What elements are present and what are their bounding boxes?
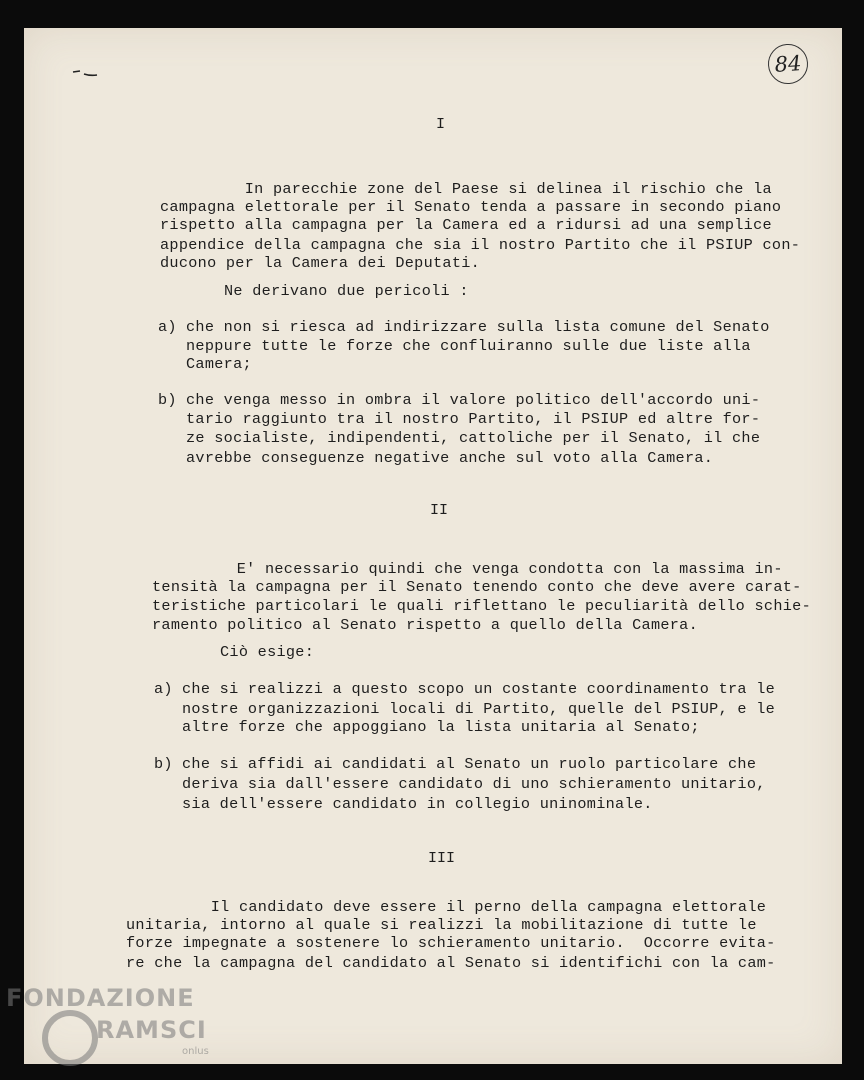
section-1-lead: Ne derivano due pericoli : bbox=[224, 282, 469, 300]
watermark-line2: RAMSCI bbox=[96, 1016, 207, 1044]
list-item-line: deriva sia dall'essere candidato di uno schieramento unitario, bbox=[182, 775, 766, 793]
section-1-intro-line: rispetto alla campagna per la Camera ed a ridursi ad una semplice bbox=[160, 216, 772, 234]
list-marker: b) bbox=[154, 755, 173, 773]
list-item-line: ze socialiste, indipendenti, cattoliche per il Senato, il che bbox=[186, 429, 761, 447]
list-item-line: altre forze che appoggiano la lista unitaria al Senato; bbox=[182, 718, 700, 736]
fondazione-gramsci-watermark bbox=[6, 984, 226, 1074]
section-2-intro-line: teristiche particolari le quali riflettano le peculiarità dello schie- bbox=[152, 597, 811, 615]
list-marker: a) bbox=[154, 680, 173, 698]
section-2-intro-line: E' necessario quindi che venga condotta con la massima in- bbox=[152, 560, 783, 578]
list-item-line: che si affidi ai candidati al Senato un ruolo particolare che bbox=[182, 755, 757, 773]
watermark-g-icon bbox=[42, 1010, 98, 1066]
section-3-intro-line: unitaria, intorno al quale si realizzi la mobilitazione di tutte le bbox=[126, 916, 757, 934]
list-item-line: avrebbe conseguenze negative anche sul voto alla Camera. bbox=[186, 449, 714, 467]
list-item-line: che non si riesca ad indirizzare sulla lista comune del Senato bbox=[186, 318, 770, 336]
section-heading-3: III bbox=[428, 850, 456, 867]
watermark-sub: onlus bbox=[182, 1046, 209, 1057]
list-item-line: che si realizzi a questo scopo un costante coordinamento tra le bbox=[182, 680, 776, 698]
section-1-intro-line: campagna elettorale per il Senato tenda a passare in secondo piano bbox=[160, 198, 782, 216]
section-heading-2: II bbox=[430, 502, 449, 519]
page-number: 84 bbox=[767, 43, 810, 86]
section-heading-1: I bbox=[436, 116, 446, 133]
watermark-line1: FONDAZIONE bbox=[6, 984, 195, 1012]
list-item-line: neppure tutte le forze che confluiranno sulle due liste alla bbox=[186, 337, 751, 355]
section-1-intro-line: ducono per la Camera dei Deputati. bbox=[160, 254, 481, 272]
list-item-line: tario raggiunto tra il nostro Partito, il PSIUP ed altre for- bbox=[186, 410, 761, 428]
list-marker: a) bbox=[158, 318, 177, 336]
list-item-line: che venga messo in ombra il valore politico dell'accordo uni- bbox=[186, 391, 761, 409]
list-item-line: sia dell'essere candidato in collegio uninominale. bbox=[182, 795, 653, 813]
section-1-intro-line: In parecchie zone del Paese si delinea il rischio che la bbox=[160, 180, 772, 198]
section-3-intro-line: Il candidato deve essere il perno della campagna elettorale bbox=[126, 898, 767, 916]
section-1-intro-line: appendice della campagna che sia il nostro Partito che il PSIUP con- bbox=[160, 236, 801, 254]
section-2-lead: Ciò esige: bbox=[220, 643, 315, 661]
list-item-line: Camera; bbox=[186, 355, 252, 373]
section-3-intro-line: forze impegnate a sostenere lo schieramento unitario. Occorre evita- bbox=[126, 934, 776, 952]
section-2-intro-line: tensità la campagna per il Senato tenendo conto che deve avere carat- bbox=[152, 578, 802, 596]
section-2-intro-line: ramento politico al Senato rispetto a quello della Camera. bbox=[152, 616, 699, 634]
section-3-intro-line: re che la campagna del candidato al Senato si identifichi con la cam- bbox=[126, 954, 776, 972]
list-item-line: nostre organizzazioni locali di Partito, quelle del PSIUP, e le bbox=[182, 700, 776, 718]
list-marker: b) bbox=[158, 391, 177, 409]
pen-mark bbox=[72, 68, 98, 78]
